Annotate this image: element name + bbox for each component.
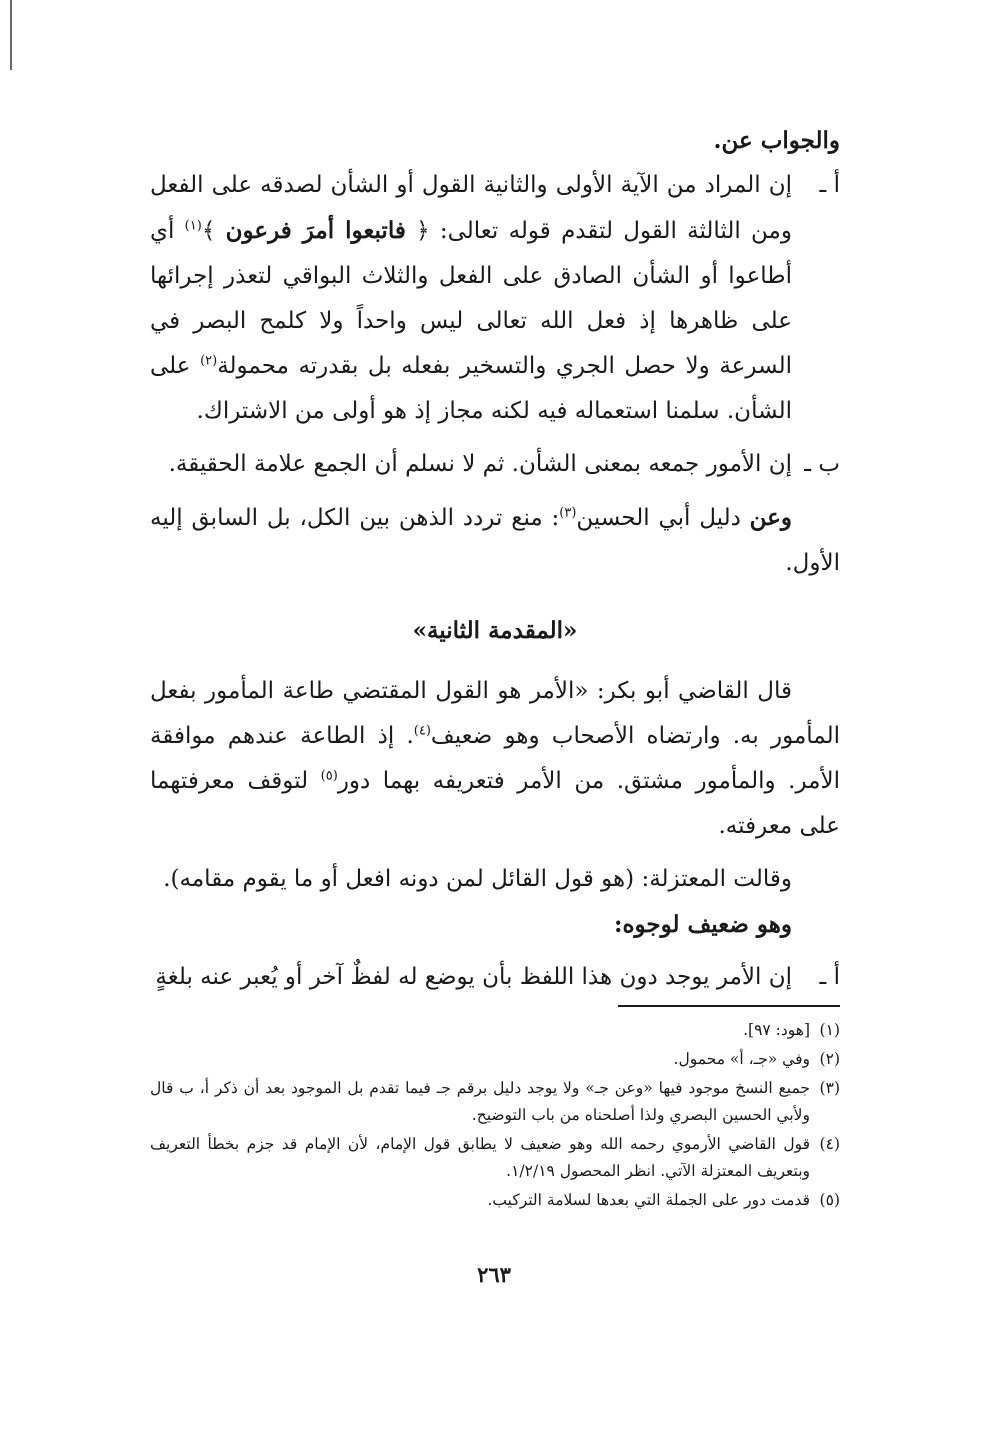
footnote-ref-5: (٥) [320,768,338,784]
footnote-text: وفي «جـ، أ» محمول. [673,1050,810,1068]
footnote-text: قول القاضي الأرموي رحمه الله وهو ضعيف لا يطابق قول الإمام، لأن الإمام قد جزم بخطأ التعريف وبتعريف المعتزلة الآتي. انظر المحصول ١/٢/١٩. [150,1135,810,1180]
footnote-number: (٥) [819,1191,840,1209]
footnote [150,1017,840,1044]
last-item-marker: أ ـ [819,964,840,990]
footnote [150,1046,840,1073]
footnote-text: [هود: ٩٧]. [743,1021,810,1039]
qadi-paragraph [150,669,840,849]
qadi-text-2: . إذ الطاعة عندهم موافقة الأمر. والمأمور مشتق. من الأمر فتعريفه بهما دور [150,723,841,794]
mutazila-paragraph: وقالت المعتزلة: (هو قول القائل لمن دونه افعل أو ما يقوم مقامه). [163,866,792,892]
weak-heading: وهو ضعيف لوجوه: [613,911,792,938]
item-a-marker: أ ـ [819,172,840,198]
footnote [150,1075,840,1129]
item-a-text-1: إن المراد من الآية الأولى والثانية القول أو الشأن لصدقه على الفعل ومن الثالثة القول لتقدم قوله تعالى: ﴿ [150,172,792,244]
footnote-number: (٢) [819,1050,840,1068]
footnote-ref-2: (٢) [200,353,218,369]
qadi-text-3: لتوقف معرفتهما على معرفته. [150,768,840,839]
item-a-text-3: أي أطاعوا أو الشأن الصادق على الفعل والثلاث البواقي لتعذر إجرائها على ظاهرها إذ فعل الله تعالى ليس واحداً ولا كلمح البصر في السرعة ولا حصل الجري والتسخير بفعله بل بقدرته محمولة [150,218,792,379]
footnote-number: (١) [819,1021,840,1039]
abu-husayn-paragraph [150,495,840,586]
last-item-text: إن الأمر يوجد دون هذا اللفظ بأن يوضع له لفظٌ آخر أو يُعبر عنه بلغةٍ [155,964,792,990]
item-a-text-2: ﴾ [201,218,226,244]
footnote-number: (٤) [819,1135,840,1153]
qadi-text-1: قال القاضي أبو بكر: «الأمر هو القول المقتضي طاعة المأمور بفعل المأمور به. وارتضاه الأصحاب وهو ضعيف [150,678,840,749]
footnote-ref-3: (٣) [559,505,577,521]
footnotes [150,1017,840,1216]
footnote-text: قدمت دور على الجملة التي بعدها لسلامة التركيب. [487,1191,810,1209]
item-b-text: إن الأمور جمعه بمعنى الشأن. ثم لا نسلم أن الجمع علامة الحقيقة. [168,451,792,477]
item-a-paragraph [150,163,840,434]
quran-quote: فاتبعوا أمرَ فرعون [225,217,406,244]
footnote-number: (٣) [819,1079,840,1097]
footnote-divider [618,1005,840,1007]
main-text [150,118,840,1000]
footnote-ref-4: (٤) [413,723,431,739]
page-edge-line [10,0,12,70]
last-item-paragraph [150,955,840,1000]
footnote [150,1187,840,1214]
abu-husayn-lead: وعن [749,504,793,531]
page-number: ٢٦٣ [477,1262,511,1287]
footnote-text: جميع النسخ موجود فيها «وعن جـ» ولا يوجد دليل برقم جـ فيما تقدم بل الموجود بعد أن ذكر أ، ب قال ولأبي الحسين البصري ولذا أصلحناه من باب التوضيح. [150,1079,810,1124]
item-b-marker: ب ـ [804,451,840,477]
abu-husayn-text-1: دليل أبي الحسين [576,505,750,531]
section-heading: «المقدمة الثانية» [412,617,578,644]
footnote [150,1131,840,1185]
item-b-paragraph [150,442,840,487]
item-a-text-4: على الشأن. سلمنا استعماله فيه لكنه مجاز إذ هو أولى من الاشتراك. [150,353,792,424]
answer-heading: والجواب عن. [713,127,840,154]
abu-husayn-text-2: : منع تردد الذهن بين الكل، بل السابق إليه الأول. [150,505,840,576]
footnote-ref-1: (١) [184,218,202,234]
